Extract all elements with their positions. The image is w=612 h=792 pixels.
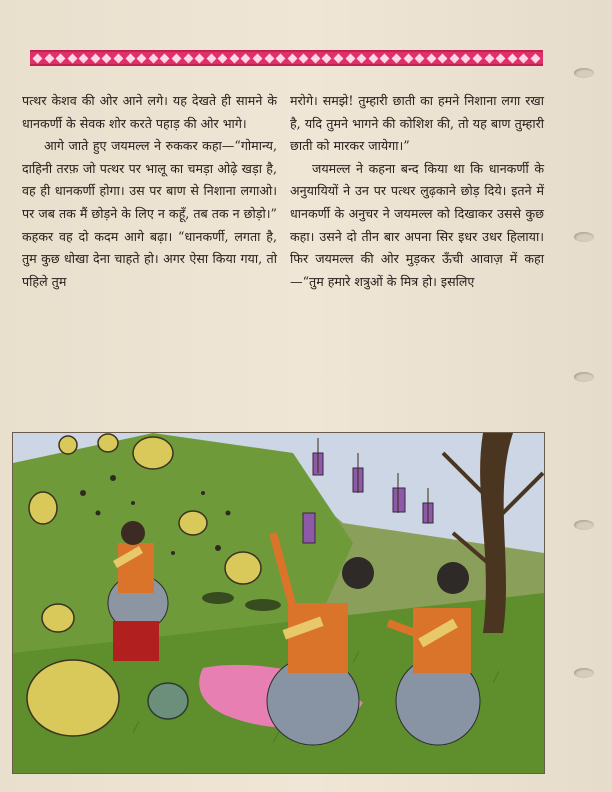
paragraph: जयमल्ल ने कहना बन्द किया था कि धानकर्णी के अनुयायियों ने उन पर पत्थर लुढ़काने छोड़ दिये। इतने में धानकर्णी के अनुचर ने जयमल्ल को दिखाकर उससे कुछ कहा। उसने दो तीन बार अपना सिर इधर उधर हिलाया। फिर जयमल्ल की ओर मुड़कर ऊँची आवाज़ में कहा—“तुम हमारे शत्रुओं के मित्र हो। इसलिए	[290, 160, 544, 289]
paragraph: पत्थर केशव की ओर आने लगे। यह देखते ही सामने के धानकर्णी के सेवक शोर करते पहाड़ की ओर भागे।	[22, 93, 277, 131]
page-edge-mark	[574, 68, 594, 78]
page-edge-mark	[574, 520, 594, 530]
paragraph: मरोगे। समझे! तुम्हारी छाती का हमने निशाना लगा रखा है, यदि तुमने भागने की कोशिश की, तो यह बाण तुम्हारी छाती को मारकर जायेगा।”	[290, 93, 544, 154]
page-edge-mark	[574, 372, 594, 382]
decorative-border	[30, 50, 543, 66]
story-illustration	[12, 432, 545, 774]
page-edge-mark	[574, 668, 594, 678]
paragraph: आगे जाते हुए जयमल्ल ने रुककर कहा—“गोमान्य, दाहिनी तरफ़ जो पत्थर पर भालू का चमड़ा ओढ़े खड़ा है, वह ही धानकर्णी होगा। उस पर बाण से निशाना लगाओ। पर जब तक मैं छोड़ने के लिए न कहूँ, तब तक न छोड़ो।” कहकर वह दो कदम आगे बढ़ा। “धानकर्णी, लगता है, तुम कुछ धोखा देना चाहते हो। अगर ऐसा किया गया, तो पहिले तुम	[22, 138, 277, 289]
left-column	[22, 90, 277, 293]
right-column	[290, 90, 544, 293]
page-edge-mark	[574, 232, 594, 242]
